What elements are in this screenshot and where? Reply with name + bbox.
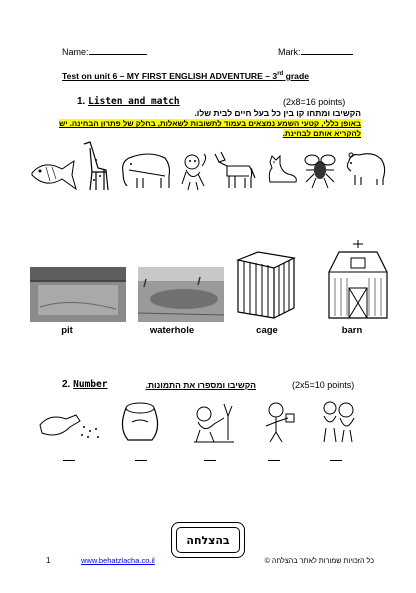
waterhole-image: [138, 267, 224, 322]
copyright-notice: כל הזכויות שמורות לאתר בהצלחה ©: [264, 556, 374, 565]
section2-heading: 2. Number: [62, 379, 108, 390]
answer-blank-2[interactable]: [135, 460, 147, 461]
section1-note-line2: להקריא אותם לבחינת.: [282, 129, 361, 138]
page-title: Test on unit 6 – MY FIRST ENGLISH ADVENTURE – 3rd grade: [62, 71, 309, 81]
section2-instruction: הקשיבו ומספרו את התמונות.: [145, 380, 256, 390]
behatzlacha-logo: [171, 522, 245, 558]
home-label-pit: pit: [61, 325, 73, 336]
answer-blank-3[interactable]: [204, 460, 216, 461]
fly-image: [302, 148, 338, 190]
monkey-with-banana-image: [188, 400, 242, 446]
home-label-barn: barn: [341, 325, 363, 336]
hand-scattering-seeds-image: [36, 405, 106, 445]
section1-note-line1: באופן כללי, קטעי השמע נמצאים בעמוד לתשובות לשאלות, בחלק של פתרון הבחינה. יש: [58, 119, 361, 128]
mark-blank[interactable]: [301, 54, 353, 55]
child-image: [262, 400, 298, 444]
page-number: 1: [46, 556, 51, 565]
home-label-cage: cage: [256, 325, 278, 336]
honey-pot-image: [118, 400, 162, 446]
cage-image: [234, 250, 298, 320]
section1-instruction: הקשיבו ומתחו קו בין כל בעל חיים לבית שלו.: [194, 108, 361, 118]
pit-image: [30, 267, 126, 322]
name-field[interactable]: Name:: [62, 47, 147, 57]
home-label-waterhole: waterhole: [149, 325, 195, 336]
children-group-image: [316, 398, 362, 446]
bear-image: [343, 149, 387, 187]
mark-field[interactable]: Mark:: [278, 47, 353, 57]
giraffe-image: [78, 138, 112, 194]
logo-text: בהצלחה: [176, 527, 240, 553]
cat-image: [264, 152, 300, 186]
answer-blank-5[interactable]: [330, 460, 342, 461]
elephant-image: [119, 150, 173, 192]
site-link[interactable]: www.behatzlacha.co.il: [81, 556, 155, 565]
section1-points: (2x8=16 points): [283, 97, 346, 107]
answer-blank-4[interactable]: [268, 460, 280, 461]
name-blank[interactable]: [89, 54, 147, 55]
section1-heading: 1. Listen and match: [77, 96, 180, 107]
answer-blank-1[interactable]: [63, 460, 75, 461]
monkey-image: [178, 152, 210, 192]
fish-image: [28, 155, 78, 193]
barn-image: [323, 238, 393, 320]
donkey-image: [211, 148, 257, 190]
section2-points: (2x5=10 points): [292, 380, 355, 390]
